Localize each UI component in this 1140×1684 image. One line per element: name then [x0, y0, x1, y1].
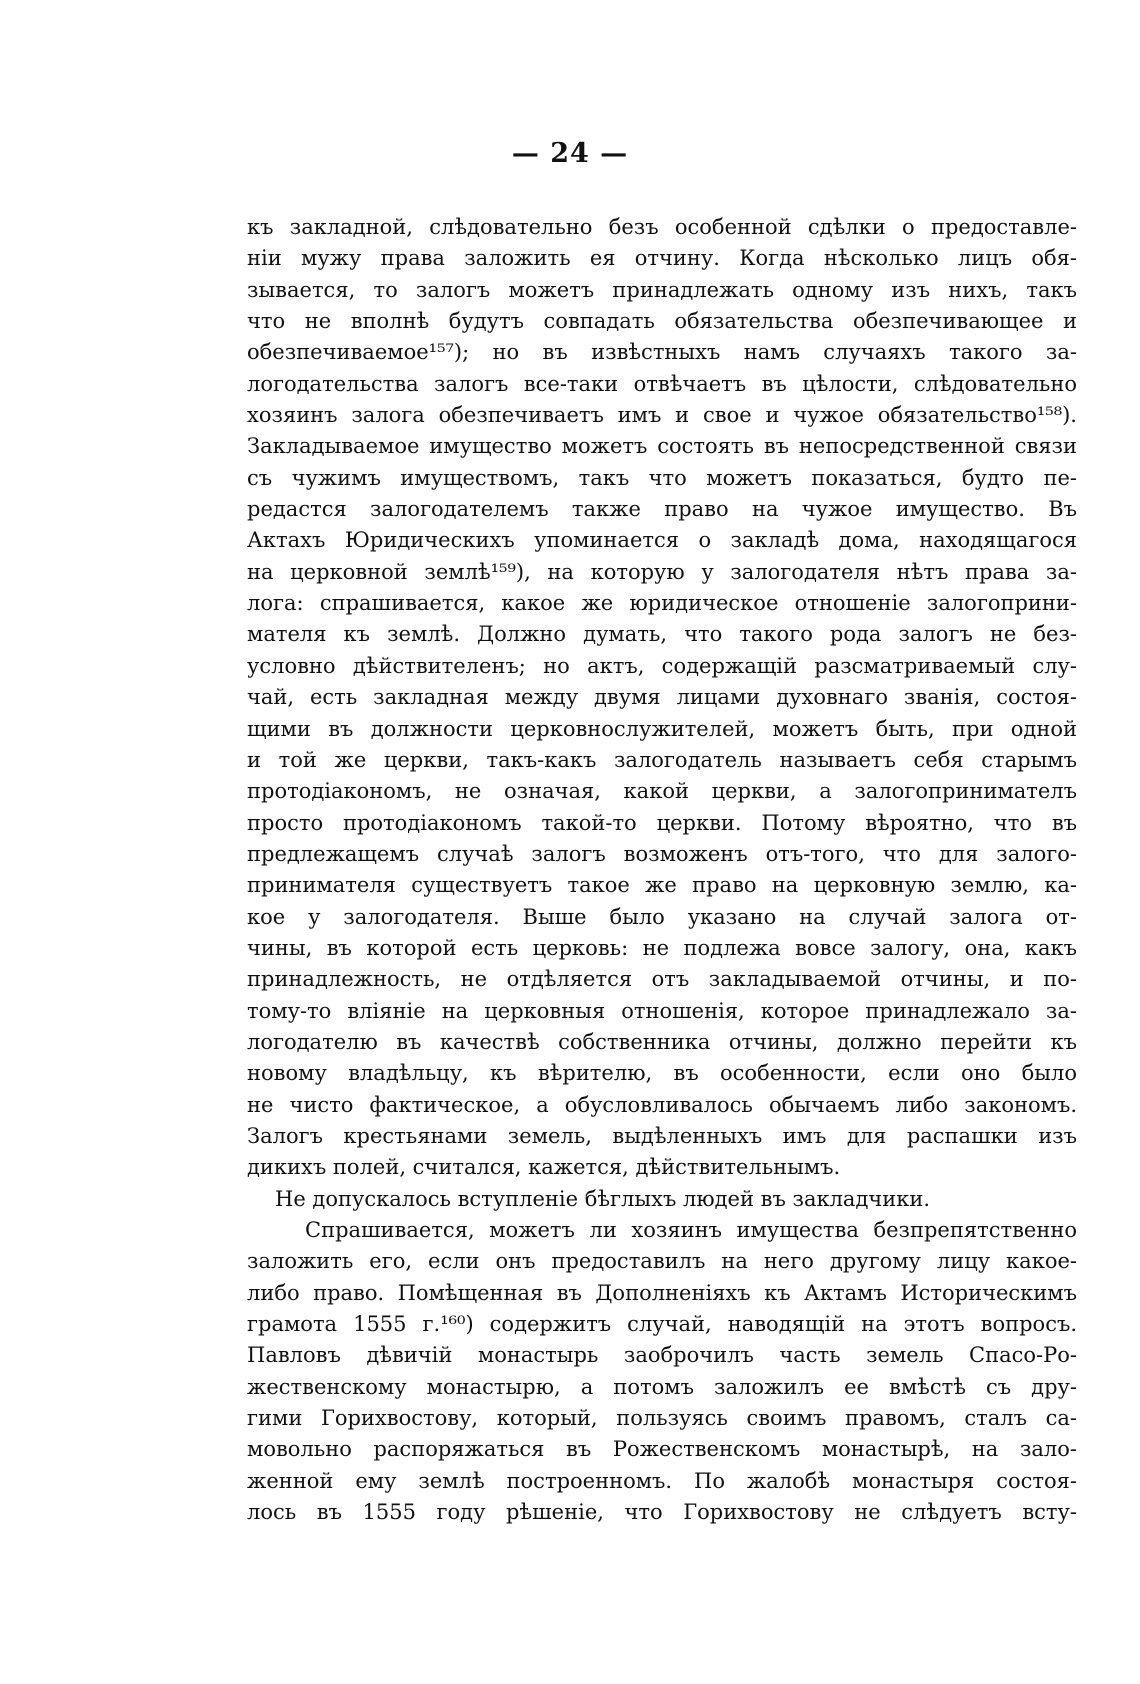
- text-line: чай, есть закладная между двумя лицами духовнаго званія, состоя-: [247, 685, 1077, 710]
- text-line: Не допускалось вступленіе бѣглыхъ людей въ закладчики.: [275, 1186, 931, 1211]
- page-number: — 24 —: [511, 138, 629, 169]
- text-line: заложить его, если онъ предоставилъ на него другому лицу какое-: [247, 1249, 1077, 1274]
- text-line: женной ему землѣ построенномъ. По жалобѣ монастыря состоя-: [247, 1468, 1077, 1493]
- text-line: на церковной землѣ¹⁵⁹), на которую у залогодателя нѣтъ права за-: [247, 559, 1077, 584]
- text-line: кое у залогодателя. Выше было указано на случай залога от-: [247, 904, 1077, 929]
- text-line: съ чужимъ имуществомъ, такъ что можетъ показаться, будто пе-: [247, 465, 1077, 490]
- text-line: новому владѣльцу, къ вѣрителю, въ особенности, если оно было: [247, 1061, 1077, 1086]
- text-line: протодіакономъ, не означая, какой церкви, а залогопринимателъ: [247, 779, 1077, 804]
- text-line: лога: спрашивается, какое же юридическое отношеніе залогоприни-: [247, 591, 1077, 616]
- text-line: Залогъ крестьянами земель, выдѣленныхъ имъ для распашки изъ: [247, 1123, 1077, 1148]
- text-line: мателя къ землѣ. Должно думать, что такого рода залогъ не без-: [247, 622, 1077, 647]
- text-line: ніи мужу права заложить ея отчину. Когда нѣсколько лицъ обя-: [247, 246, 1077, 271]
- text-line: лось въ 1555 году рѣшеніе, что Горихвостову не слѣдуетъ всту-: [247, 1500, 1077, 1525]
- text-line: дикихъ полей, считался, кажется, дѣйствительнымъ.: [247, 1155, 841, 1180]
- text-line: Актахъ Юридическихъ упоминается о закладѣ дома, находящагося: [247, 528, 1077, 553]
- text-line: хозяинъ залога обезпечиваетъ имъ и свое и чужое обязательство¹⁵⁸).: [247, 403, 1077, 428]
- text-line: просто протодіакономъ такой-то церкви. Потому вѣроятно, что въ: [247, 810, 1077, 835]
- text-line: зывается, то залогъ можетъ принадлежать одному изъ нихъ, такъ: [247, 277, 1077, 302]
- text-line: принадлежность, не отдѣляется отъ закладываемой отчины, и по-: [247, 967, 1077, 992]
- body-text: [247, 212, 1077, 1528]
- text-line: и той же церкви, такъ-какъ залогодатель называетъ себя старымъ: [247, 747, 1077, 772]
- text-line: что не вполнѣ будутъ совпадать обязательства обезпечивающее и: [247, 309, 1077, 334]
- text-line: логодателю въ качествѣ собственника отчины, должно перейти къ: [247, 1029, 1077, 1054]
- text-line: Закладываемое имущество можетъ состоять въ непосредственной связи: [247, 434, 1077, 459]
- text-line: гими Горихвостову, который, пользуясь своимъ правомъ, сталъ са-: [247, 1406, 1077, 1431]
- text-line: мовольно распоряжаться въ Рожественскомъ монастырѣ, на зало-: [247, 1437, 1077, 1462]
- text-line: Спрашивается, можетъ ли хозяинъ имущества безпрепятственно: [305, 1218, 1077, 1242]
- text-line: не чисто фактическое, а обусловливалось обычаемъ либо закономъ.: [247, 1092, 1077, 1117]
- text-line: тому-то вліяніе на церковныя отношенія, которое принадлежало за-: [247, 998, 1077, 1023]
- text-line: логодательства залогъ все-таки отвѣчаетъ въ цѣлости, слѣдовательно: [247, 371, 1077, 396]
- text-line: грамота 1555 г.¹⁶⁰) содержитъ случай, наводящій на этотъ вопросъ.: [247, 1312, 1077, 1337]
- text-line: предлежащемъ случаѣ залогъ возможенъ отъ-того, что для залого-: [247, 841, 1077, 866]
- text-line: Павловъ дѣвичій монастырь заоброчилъ часть земель Спасо-Ро-: [247, 1343, 1077, 1368]
- text-line: либо право. Помѣщенная въ Дополненіяхъ къ Актамъ Историческимъ: [247, 1280, 1077, 1305]
- text-line: принимателя существуетъ такое же право на церковную землю, ка-: [247, 873, 1077, 898]
- text-line: къ закладной, слѣдовательно безъ особенной сдѣлки о предоставле-: [247, 215, 1077, 239]
- text-line: щими въ должности церковнослужителей, можетъ быть, при одной: [247, 716, 1077, 741]
- text-line: редастся залогодателемъ также право на чужое имущество. Въ: [247, 497, 1077, 522]
- text-line: жественскому монастырю, а потомъ заложилъ ее вмѣстѣ съ дру-: [247, 1374, 1077, 1399]
- text-line: обезпечиваемое¹⁵⁷); но въ извѣстныхъ намъ случаяхъ такого за-: [247, 340, 1077, 365]
- text-line: чины, въ которой есть церковь: не подлежа вовсе залогу, она, какъ: [247, 935, 1077, 960]
- text-line: условно дѣйствителенъ; но актъ, содержащій разсматриваемый слу-: [247, 653, 1077, 678]
